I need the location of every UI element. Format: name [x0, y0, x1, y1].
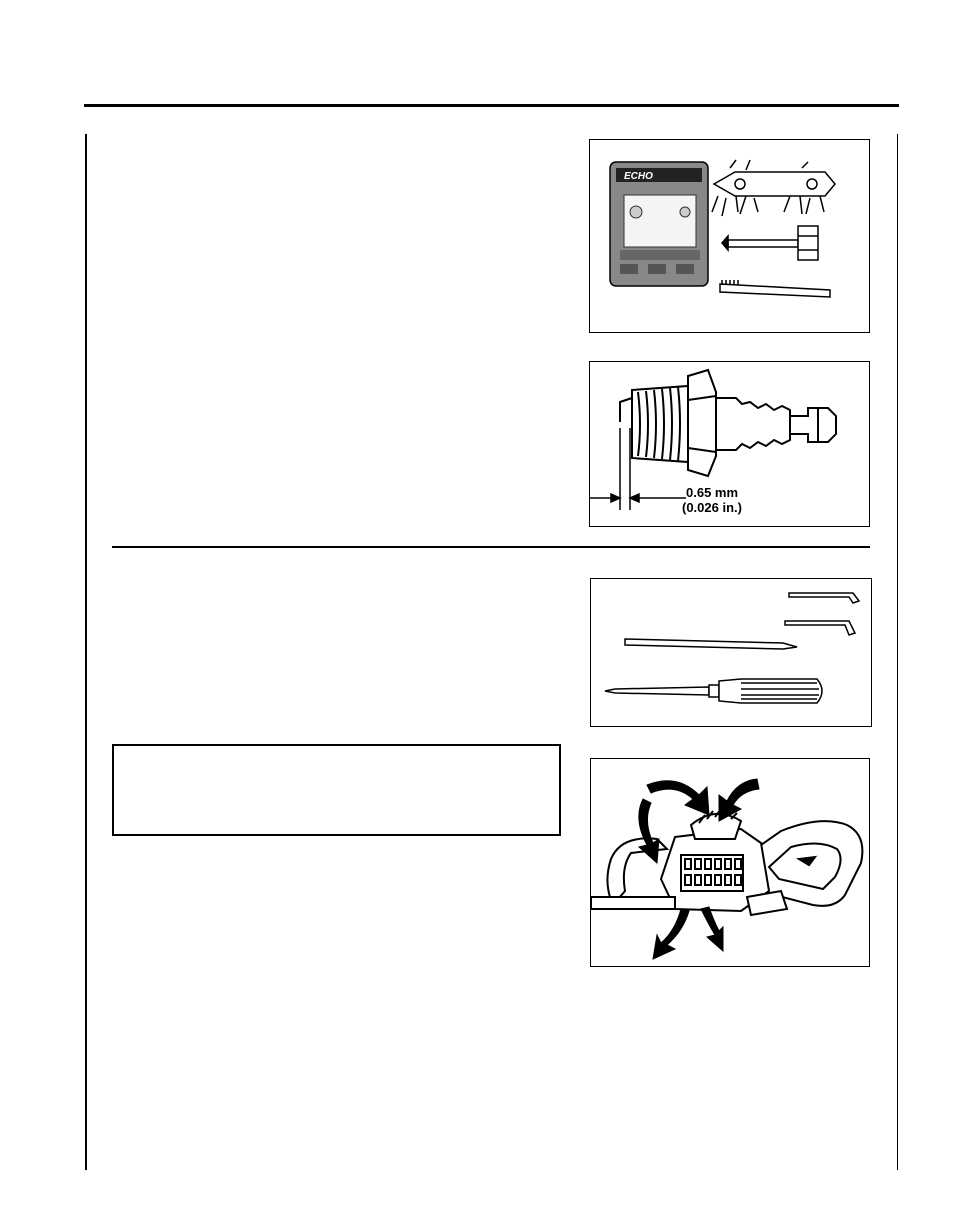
airflow-in-arrow-right	[719, 779, 759, 821]
screwdriver	[605, 679, 822, 703]
airflow-out-arrow-left	[653, 909, 689, 959]
airflow-in-arrow-left	[647, 781, 709, 815]
hedge-trimmer-airflow-illustration	[591, 759, 870, 967]
gap-mm-label: 0.65 mm	[686, 485, 739, 500]
echo-logo: ECHO	[624, 171, 653, 182]
tool-kit-figure	[589, 139, 870, 333]
wire-brush	[720, 280, 830, 297]
spark-plug-figure	[589, 361, 870, 527]
hex-key-small	[785, 621, 855, 635]
right-margin-line	[897, 134, 898, 1170]
top-rule	[84, 104, 899, 107]
gap-inch-label: (0.026 in.)	[682, 500, 742, 515]
left-margin-line	[85, 134, 87, 1170]
pin-punch	[625, 639, 797, 649]
hex-key-large	[789, 593, 859, 603]
tool-kit-illustration	[590, 140, 870, 333]
hand-tools-figure	[590, 578, 872, 727]
cooling-airflow-figure	[590, 758, 870, 967]
airflow-in-arrow-side	[639, 799, 659, 863]
combination-wrench	[722, 226, 818, 260]
note-box	[112, 744, 561, 836]
feeler-gauge-set	[712, 160, 835, 216]
hand-tools-illustration	[591, 579, 872, 727]
spark-plug-illustration	[590, 362, 870, 527]
airflow-out-arrow-right	[701, 907, 723, 951]
section-divider	[112, 546, 870, 548]
